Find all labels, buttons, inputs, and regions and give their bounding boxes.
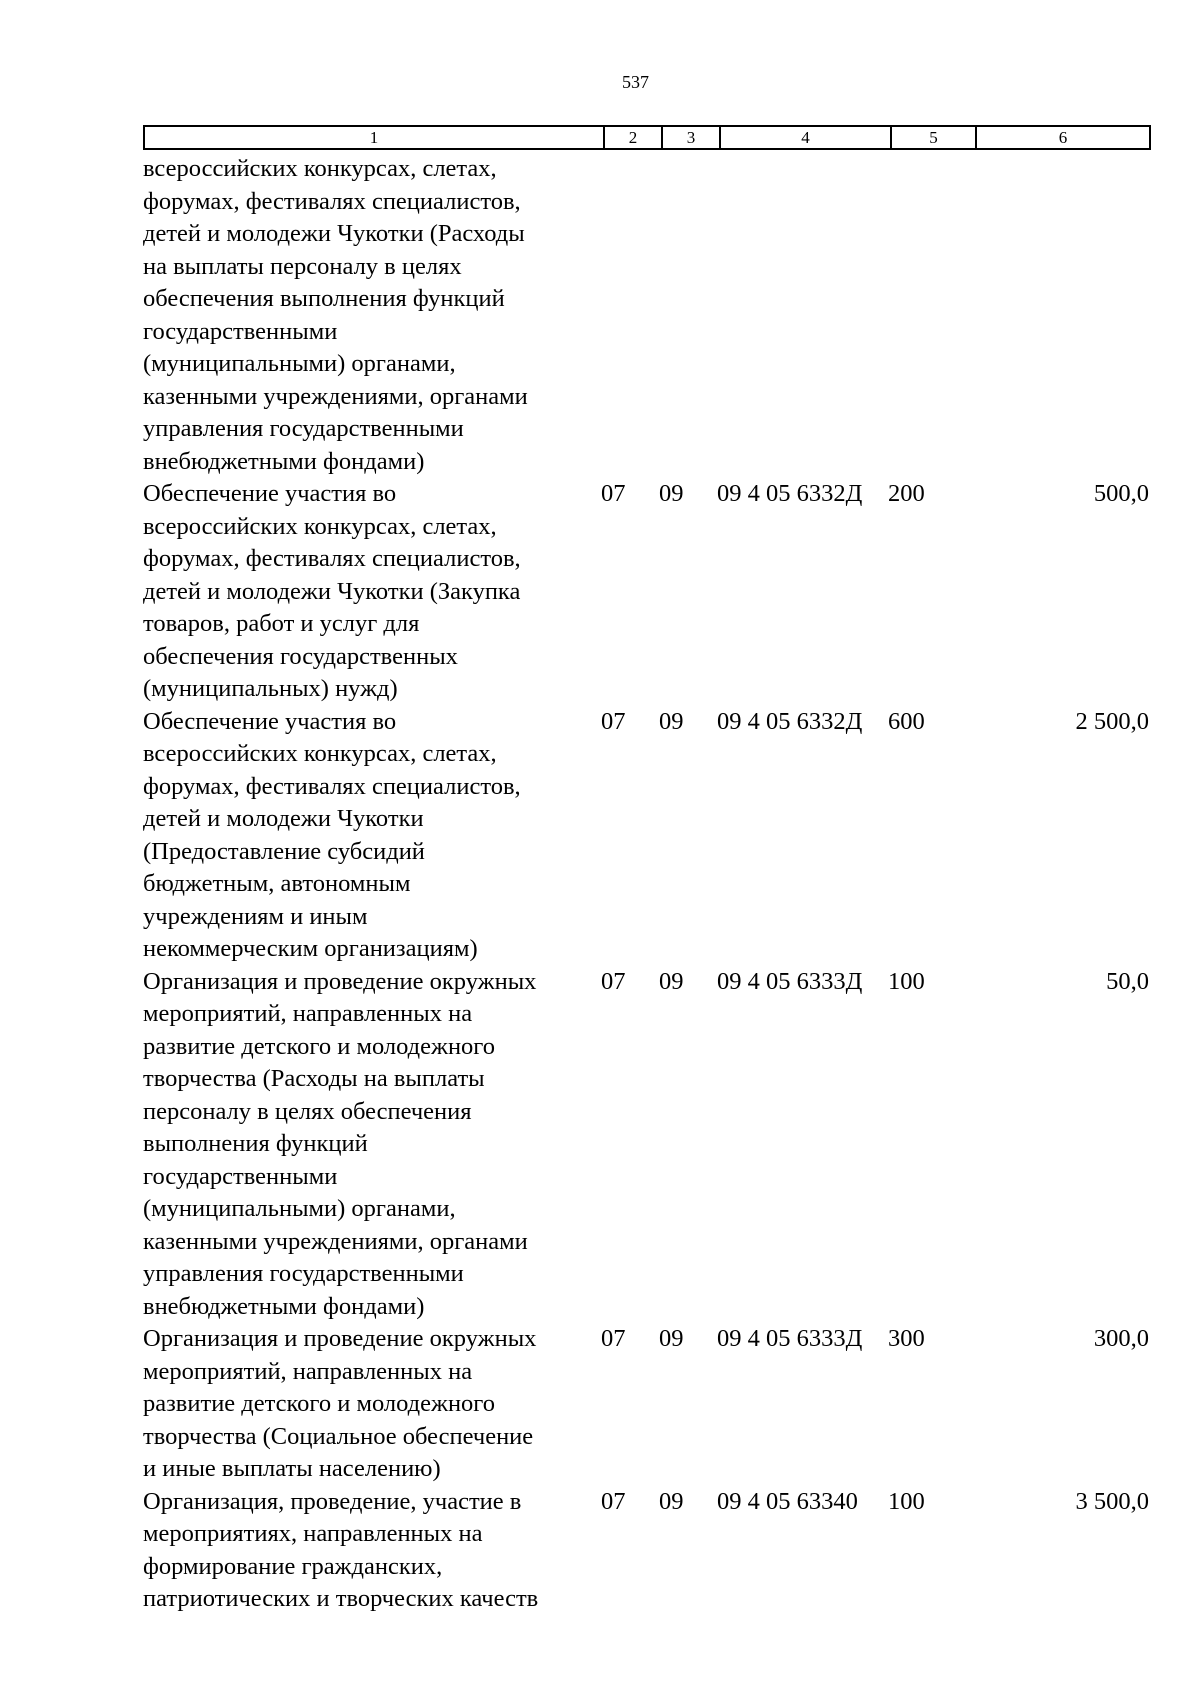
description-line: форумах, фестивалях специалистов, (143, 545, 521, 572)
description-line: управления государственными (143, 1260, 464, 1287)
expense-type-code: 300 (888, 1325, 925, 1352)
description-line: всероссийских конкурсах, слетах, (143, 740, 497, 767)
column-header-1: 1 (144, 126, 604, 149)
description-line: Обеспечение участия во (143, 707, 397, 735)
description-line: (Предоставление субсидий (143, 837, 425, 865)
description-line: внебюджетными фондами) (143, 1292, 425, 1320)
description-line: управления государственными (143, 415, 464, 442)
column-header-4: 4 (720, 126, 891, 149)
target-article-code: 09 4 05 6333Д (717, 967, 863, 995)
description-line: формирование гражданских, (143, 1552, 443, 1580)
description-line: детей и молодежи Чукотки (143, 805, 424, 832)
description-line: государственными (143, 1162, 338, 1190)
description-line: бюджетным, автономным (143, 870, 411, 897)
subsection-code: 09 (659, 480, 684, 507)
description-line: (муниципальными) органами, (143, 350, 456, 377)
budget-table-body (143, 153, 1149, 1616)
description-line: всероссийских конкурсах, слетах, (143, 155, 497, 182)
description-line: учреждениям и иным (143, 902, 368, 930)
table-row (143, 1486, 1149, 1616)
row-description (143, 706, 603, 966)
table-row (143, 153, 1149, 478)
amount: 3 500,0 (1075, 1487, 1149, 1515)
amount: 50,0 (1106, 967, 1149, 995)
description-line: творчества (Социальное обеспечение (143, 1422, 534, 1450)
expense-type-code: 100 (888, 1487, 925, 1515)
amount: 300,0 (1093, 1325, 1149, 1352)
description-line: Организация и проведение окружных (143, 967, 537, 995)
target-article-code: 09 4 05 63340 (717, 1487, 858, 1515)
description-line: казенными учреждениями, органами (143, 1227, 528, 1255)
description-line: обеспечения выполнения функций (143, 285, 505, 312)
description-line: казенными учреждениями, органами (143, 382, 528, 410)
amount: 500,0 (1093, 480, 1149, 507)
description-line: товаров, работ и услуг для (143, 610, 420, 637)
expense-type-code: 600 (888, 707, 925, 735)
column-header-2: 2 (604, 126, 662, 149)
row-description (143, 966, 603, 1324)
description-line: мероприятиях, направленных на (143, 1520, 483, 1547)
column-header-6: 6 (976, 126, 1150, 149)
description-line: государственными (143, 317, 338, 345)
row-description (143, 1486, 603, 1616)
description-line: мероприятий, направленных на (143, 1000, 473, 1027)
description-line: выполнения функций (143, 1130, 368, 1157)
target-article-code: 09 4 05 6332Д (717, 480, 863, 507)
description-line: развитие детского и молодежного (143, 1390, 495, 1417)
section-code: 07 (601, 1325, 626, 1352)
description-line: некоммерческим организациям) (143, 935, 478, 962)
subsection-code: 09 (659, 967, 684, 995)
section-code: 07 (601, 967, 626, 995)
column-header-row (144, 126, 1150, 149)
description-line: (муниципальными) органами, (143, 1195, 456, 1222)
description-line: творчества (Расходы на выплаты (143, 1065, 485, 1092)
table-row (143, 706, 1149, 966)
target-article-code: 09 4 05 6333Д (717, 1325, 863, 1352)
description-line: Организация и проведение окружных (143, 1325, 537, 1352)
table-row (143, 966, 1149, 1324)
section-code: 07 (601, 480, 626, 507)
column-header-3: 3 (662, 126, 720, 149)
description-line: форумах, фестивалях специалистов, (143, 772, 521, 800)
subsection-code: 09 (659, 707, 684, 735)
description-line: обеспечения государственных (143, 642, 458, 670)
column-header-5: 5 (891, 126, 976, 149)
row-description (143, 153, 603, 478)
section-code: 07 (601, 1487, 626, 1515)
description-line: патриотических и творческих качеств (143, 1585, 539, 1612)
subsection-code: 09 (659, 1487, 684, 1515)
description-line: на выплаты персоналу в целях (143, 252, 462, 280)
description-line: детей и молодежи Чукотки (Закупка (143, 577, 521, 605)
description-line: внебюджетными фондами) (143, 447, 425, 475)
table-row (143, 1323, 1149, 1486)
description-line: мероприятий, направленных на (143, 1357, 473, 1385)
expense-type-code: 100 (888, 967, 925, 995)
description-line: и иные выплаты населению) (143, 1455, 441, 1482)
column-header-table (143, 125, 1151, 150)
description-line: форумах, фестивалях специалистов, (143, 187, 521, 215)
description-line: персоналу в целях обеспечения (143, 1097, 472, 1125)
section-code: 07 (601, 707, 626, 735)
description-line: развитие детского и молодежного (143, 1032, 495, 1060)
subsection-code: 09 (659, 1325, 684, 1352)
description-line: всероссийских конкурсах, слетах, (143, 512, 497, 540)
target-article-code: 09 4 05 6332Д (717, 707, 863, 735)
description-line: детей и молодежи Чукотки (Расходы (143, 220, 525, 247)
description-line: Организация, проведение, участие в (143, 1487, 522, 1515)
description-line: Обеспечение участия во (143, 480, 397, 507)
amount: 2 500,0 (1075, 707, 1149, 735)
row-description (143, 478, 603, 706)
row-description (143, 1323, 603, 1486)
expense-type-code: 200 (888, 480, 925, 507)
page-number: 537 (622, 72, 649, 92)
description-line: (муниципальных) нужд) (143, 675, 398, 702)
table-row (143, 478, 1149, 706)
